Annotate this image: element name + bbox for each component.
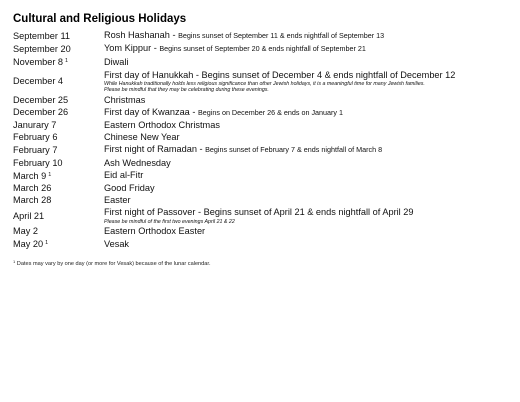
holiday-document (13, 12, 513, 268)
holiday-event (104, 42, 513, 55)
holiday-date (13, 55, 104, 68)
footnote-reference: 1 (48, 171, 52, 178)
holiday-event (104, 131, 513, 143)
holiday-table-body (13, 29, 513, 250)
holiday-date-text: April 21 (13, 210, 45, 221)
holiday-detail: Begins sunset of April 21 & ends nightfall of April 29 (203, 207, 414, 218)
holiday-note (104, 81, 513, 94)
holiday-note-line: Please be mindful of the first two evenings April 21 & 22 (104, 218, 235, 225)
holiday-date (13, 157, 104, 169)
table-row (13, 169, 513, 182)
holiday-detail: Begins sunset of December 4 & ends nightfall of December 12 (201, 69, 456, 80)
table-row (13, 237, 513, 250)
holiday-name: First day of Hanukkah - (104, 69, 199, 80)
holiday-event (104, 157, 513, 169)
footnote-text: Dates may vary by one day (or more for Vesak) because of the lunar calendar. (16, 261, 211, 268)
holiday-date-text: February 7 (13, 144, 58, 155)
footnote-mark: 1 (13, 259, 16, 265)
holiday-detail: Begins sunset of September 20 & ends nightfall of September 21 (159, 44, 366, 54)
holiday-date (13, 206, 104, 225)
holiday-name: Eastern Orthodox Easter (104, 226, 206, 237)
holiday-date-text: March 26 (13, 183, 52, 194)
table-row (13, 106, 513, 119)
holiday-event (104, 237, 513, 250)
holiday-event (104, 206, 513, 225)
holiday-event (104, 106, 513, 119)
holiday-name: Ash Wednesday (104, 157, 171, 168)
holiday-detail: Begins on December 26 & ends on January 1 (197, 107, 344, 117)
holiday-table (13, 29, 513, 250)
page-title: Cultural and Religious Holidays (13, 13, 187, 25)
holiday-name: Good Friday (104, 183, 155, 194)
holiday-event (104, 69, 513, 94)
holiday-event (104, 169, 513, 182)
holiday-name: Yom Kippur - (104, 43, 157, 54)
holiday-note-line: Please be mindful that they may be celebrating during these evenings. (104, 87, 269, 94)
table-row (13, 194, 513, 206)
holiday-name: Eastern Orthodox Christmas (104, 120, 220, 131)
holiday-name: Rosh Hashanah - (104, 30, 176, 40)
holiday-date-text: November 8 (13, 57, 64, 68)
holiday-name: First day of Kwanzaa - (104, 106, 196, 117)
table-row (13, 206, 513, 225)
holiday-event (104, 55, 513, 68)
holiday-name: Easter (104, 195, 131, 206)
holiday-name: Vesak (104, 238, 130, 249)
table-row (13, 143, 513, 156)
holiday-date (13, 143, 104, 156)
table-row (13, 182, 513, 194)
holiday-event (104, 194, 513, 206)
holiday-date-text: March 28 (13, 195, 52, 206)
holiday-detail: Begins sunset of September 11 & ends nightfall of September 13 (178, 31, 385, 40)
holiday-date (13, 119, 104, 131)
holiday-name: Chinese New Year (104, 132, 180, 143)
holiday-date-text: December 4 (13, 76, 64, 87)
holiday-date (13, 169, 104, 182)
table-row (13, 29, 513, 42)
holiday-date-text: Janurary 7 (13, 120, 57, 131)
holiday-event (104, 119, 513, 131)
table-row (13, 131, 513, 143)
table-row (13, 225, 513, 237)
holiday-name: Eid al-Fitr (104, 170, 144, 181)
holiday-date-text: February 6 (13, 132, 58, 143)
holiday-date (13, 225, 104, 237)
table-row (13, 94, 513, 106)
holiday-date-text: September 20 (13, 43, 71, 54)
holiday-date (13, 42, 104, 55)
holiday-name: First night of Passover - (104, 207, 202, 218)
holiday-date (13, 182, 104, 194)
holiday-date (13, 106, 104, 119)
holiday-date-text: February 10 (13, 157, 63, 168)
holiday-name: Christmas (104, 94, 146, 105)
table-row (13, 69, 513, 94)
holiday-date (13, 131, 104, 143)
footnote-reference: 1 (65, 58, 69, 65)
holiday-name: Diwali (104, 56, 129, 67)
holiday-event (104, 94, 513, 106)
footnote-reference: 1 (45, 240, 49, 247)
holiday-event (104, 182, 513, 194)
holiday-event (104, 29, 513, 42)
holiday-date-text: May 20 (13, 239, 44, 250)
holiday-detail: Begins sunset of February 7 & ends nightfall of March 8 (205, 145, 383, 155)
holiday-date (13, 237, 104, 250)
holiday-date-text: December 26 (13, 107, 69, 118)
holiday-note-line: While Hanukkah traditionally holds less religious significance than other Jewish holidays, it is a meaningful time for many Jewish families. (104, 80, 425, 87)
holiday-date-text: December 25 (13, 94, 69, 105)
holiday-date (13, 94, 104, 106)
table-row (13, 119, 513, 131)
holiday-date (13, 194, 104, 206)
holiday-name: First night of Ramadan - (104, 144, 203, 155)
table-row (13, 42, 513, 55)
footnote (13, 258, 513, 268)
holiday-event (104, 225, 513, 237)
holiday-date (13, 29, 104, 42)
holiday-date-text: March 9 (13, 170, 47, 181)
table-row (13, 55, 513, 68)
holiday-date (13, 69, 104, 94)
holiday-event (104, 143, 513, 156)
holiday-date-text: September 11 (13, 30, 71, 41)
table-row (13, 157, 513, 169)
holiday-date-text: May 2 (13, 226, 39, 237)
